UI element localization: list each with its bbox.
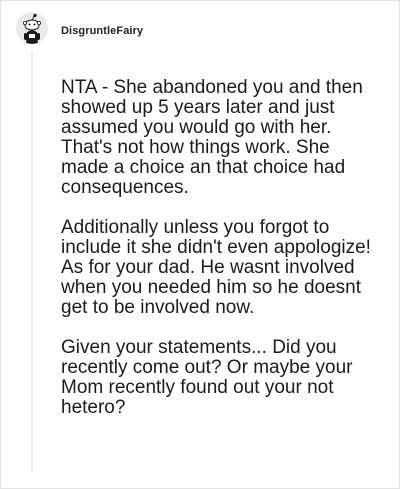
comment-paragraph-2: Additionally unless you forgot to include it she didn't even appologize! As for your dad. He wasnt involved when you needed him so he doesnt get to be involved now. [61,217,371,318]
comment-body [61,78,381,418]
comment-paragraph-1: NTA - She abandoned you and then showed up 5 years later and just assumed you would go with her. That's not how things work. She made a choice an that choice had consequences. [61,77,363,198]
user-avatar[interactable] [16,12,48,44]
comment-paragraph-3: Given your statements... Did you recently come out? Or maybe your Mom recently found out your not hetero? [61,337,353,418]
thread-line[interactable] [31,52,33,472]
comment-author[interactable]: DisgruntleFairy [61,25,144,37]
snoo-avatar-icon [16,12,48,44]
